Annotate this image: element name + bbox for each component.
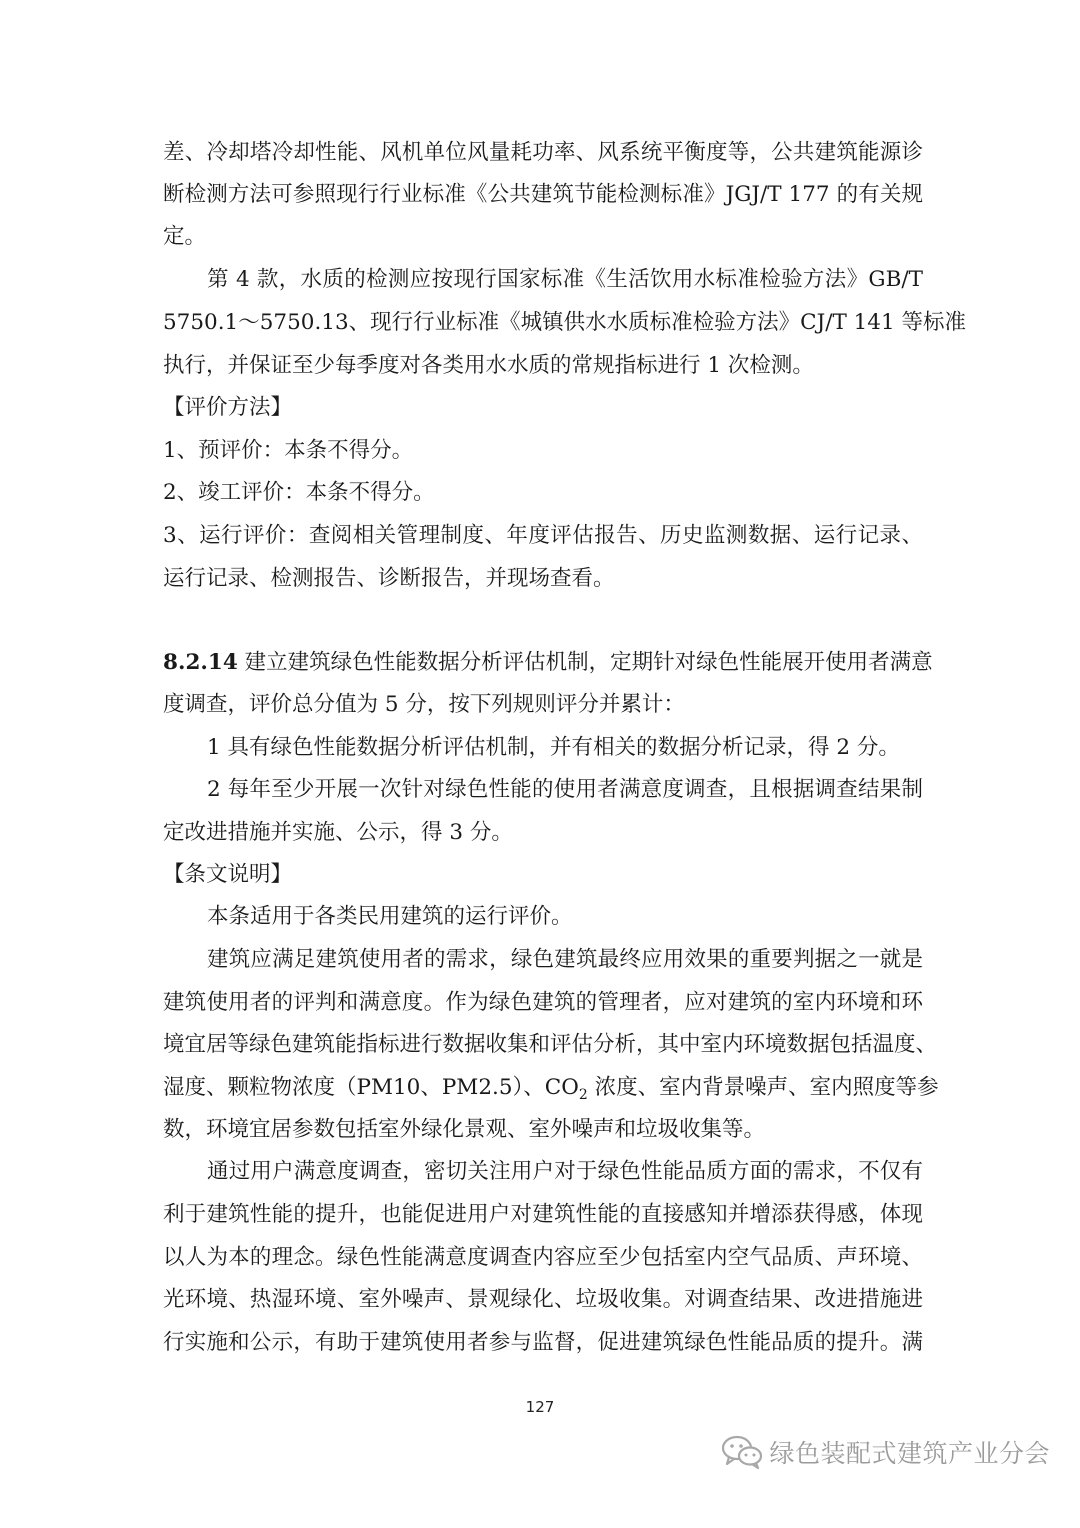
text-line: 建筑使用者的评判和满意度。作为绿色建筑的管理者，应对建筑的室内环境和环	[163, 990, 923, 1015]
text-line: 数，环境宜居参数包括室外绿化景观、室外噪声和垃圾收集等。	[163, 1117, 766, 1142]
list-item: 2 每年至少开展一次针对绿色性能的使用者满意度调查，且根据调查结果制	[207, 777, 923, 802]
text-line: 本条适用于各类民用建筑的运行评价。	[207, 904, 573, 929]
text-line: 度调查，评价总分值为 5 分，按下列规则评分并累计：	[163, 692, 685, 717]
text-line: 境宜居等绿色建筑能指标进行数据收集和评估分析，其中室内环境数据包括温度、	[163, 1032, 938, 1057]
subscript: 2	[578, 1087, 588, 1103]
clause-heading	[163, 648, 933, 678]
page-number: 127	[525, 1398, 555, 1416]
watermark	[721, 1432, 1050, 1472]
wechat-icon	[721, 1434, 763, 1470]
list-item: 2、竣工评价：本条不得分。	[163, 480, 435, 505]
text-line: 第 4 款，水质的检测应按现行国家标准《生活饮用水标准检验方法》GB/T	[207, 267, 923, 292]
text-line: 运行记录、检测报告、诊断报告，并现场查看。	[163, 566, 615, 591]
text-line: 利于建筑性能的提升，也能促进用户对建筑性能的直接感知并增添获得感，体现	[163, 1202, 923, 1227]
text-line: 5750.1～5750.13、现行行业标准《城镇供水水质标准检验方法》CJ/T 141 等标准	[163, 310, 966, 335]
text-line: 以人为本的理念。绿色性能满意度调查内容应至少包括室内空气品质、声环境、	[163, 1245, 923, 1270]
text-line: 定。	[163, 224, 207, 249]
text-line: 执行，并保证至少每季度对各类用水水质的常规指标进行 1 次检测。	[163, 353, 814, 378]
text-span: 浓度、室内背景噪声、室内照度等参	[587, 1075, 939, 1100]
text-line: 定改进措施并实施、公示，得 3 分。	[163, 820, 513, 845]
text-line: 通过用户满意度调查，密切关注用户对于绿色性能品质方面的需求，不仅有	[207, 1159, 923, 1184]
list-item: 3、运行评价：查阅相关管理制度、年度评估报告、历史监测数据、运行记录、	[163, 523, 923, 548]
section-heading: 【条文说明】	[163, 862, 293, 887]
text-line: 行实施和公示，有助于建筑使用者参与监督，促进建筑绿色性能品质的提升。满	[163, 1330, 923, 1355]
text-line: 断检测方法可参照现行行业标准《公共建筑节能检测标准》JGJ/T 177 的有关规	[163, 182, 923, 207]
text-span: 湿度、颗粒物浓度（PM10、PM2.5）、CO	[163, 1075, 579, 1100]
watermark-text: 绿色装配式建筑产业分会	[769, 1439, 1050, 1468]
text-line: 光环境、热湿环境、室外噪声、景观绿化、垃圾收集。对调查结果、改进措施进	[163, 1287, 923, 1312]
list-item: 1、预评价：本条不得分。	[163, 438, 414, 463]
text-line	[163, 1073, 939, 1110]
clause-number: 8.2.14	[163, 650, 238, 675]
text-line: 差、冷却塔冷却性能、风机单位风量耗功率、风系统平衡度等，公共建筑能源诊	[163, 140, 923, 165]
section-heading: 【评价方法】	[163, 395, 293, 420]
text-line: 建筑应满足建筑使用者的需求，绿色建筑最终应用效果的重要判据之一就是	[207, 947, 923, 972]
list-item: 1 具有绿色性能数据分析评估机制，并有相关的数据分析记录，得 2 分。	[207, 735, 900, 760]
clause-text: 建立建筑绿色性能数据分析评估机制，定期针对绿色性能展开使用者满意	[237, 650, 933, 675]
